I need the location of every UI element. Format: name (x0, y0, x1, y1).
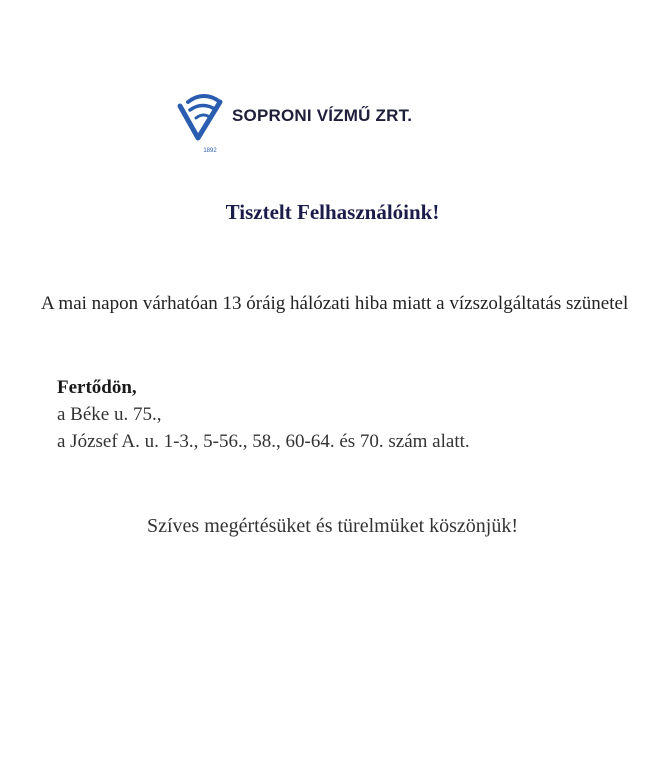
address-block (57, 374, 647, 455)
company-logo (176, 92, 476, 156)
notice-body: A mai napon várhatóan 13 óráig hálózati hiba miatt a vízszolgáltatás szünetel (41, 293, 629, 314)
address-line: a Béke u. 75., (57, 404, 162, 425)
address-city: Fertődön, (57, 377, 137, 398)
sopron-waterworks-logo-icon (176, 92, 226, 156)
closing-message: Szíves megértésüket és türelmüket köszönjük! (146, 515, 518, 537)
logo-year: 1892 (203, 148, 217, 154)
company-name: SOPRONI VÍZMŰ ZRT. (232, 106, 413, 125)
address-line: a József A. u. 1-3., 5-56., 58., 60-64. és 70. szám alatt. (57, 431, 470, 452)
notice-title: Tisztelt Felhasználóink! (225, 200, 440, 224)
